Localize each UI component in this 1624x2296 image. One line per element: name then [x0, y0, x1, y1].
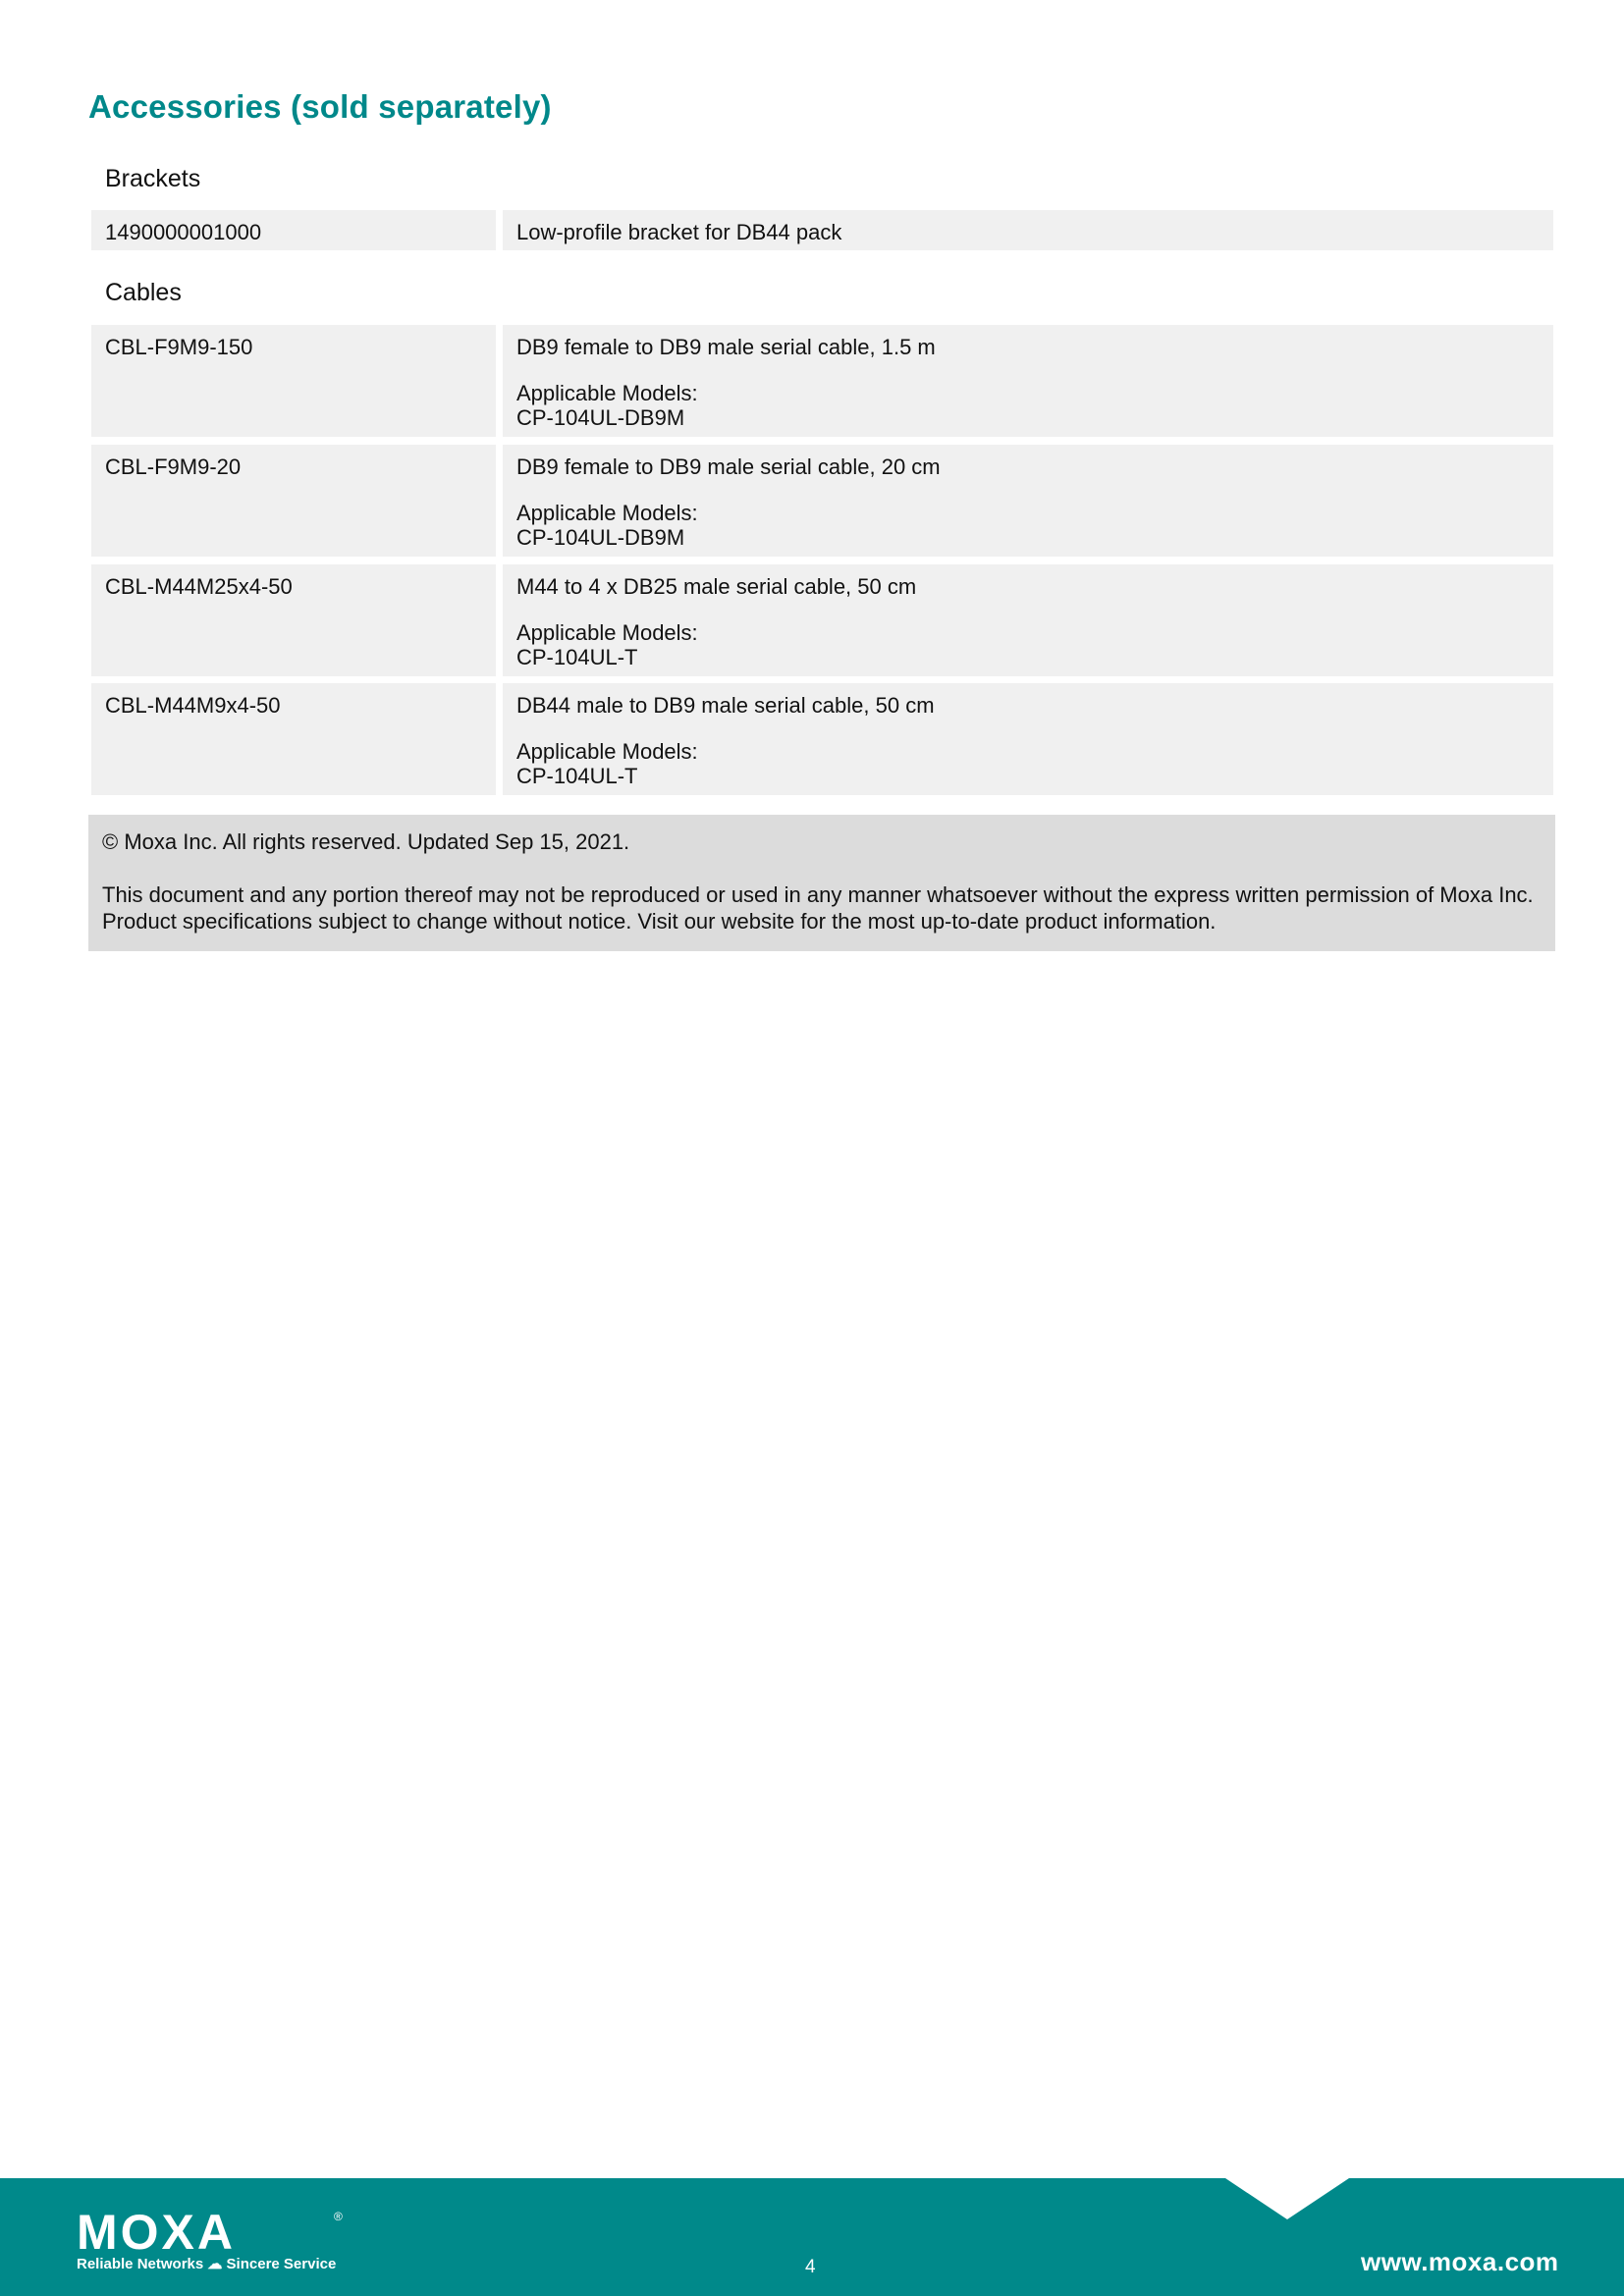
- copyright-text: © Moxa Inc. All rights reserved. Updated Sep 15, 2021.: [102, 829, 630, 854]
- section-heading-cables: Cables: [105, 279, 182, 306]
- logo-tagline: Reliable Networks ☁ Sincere Service: [77, 2256, 337, 2272]
- part-description: [503, 325, 1553, 437]
- registered-mark: ®: [334, 2210, 343, 2223]
- table-row: [91, 445, 1553, 557]
- table-row: [91, 683, 1553, 795]
- description-text: DB9 female to DB9 male serial cable, 20 cm: [516, 454, 941, 479]
- applicable-models-label: Applicable Models:: [516, 739, 698, 764]
- applicable-models-value: CP-104UL-DB9M: [516, 405, 685, 430]
- part-number: CBL-F9M9-20: [91, 445, 496, 557]
- table-row: [91, 210, 1553, 250]
- applicable-models-label: Applicable Models:: [516, 501, 698, 525]
- applicable-models-label: Applicable Models:: [516, 620, 698, 645]
- page-title: Accessories (sold separately): [88, 88, 552, 125]
- moxa-logo: [77, 2205, 371, 2276]
- section-heading-brackets: Brackets: [105, 165, 201, 192]
- applicable-models-label: Applicable Models:: [516, 381, 698, 405]
- description-text: DB9 female to DB9 male serial cable, 1.5 m: [516, 335, 936, 359]
- part-number: CBL-M44M9x4-50: [91, 683, 496, 795]
- page-footer: [0, 2178, 1624, 2296]
- description-text: DB44 male to DB9 male serial cable, 50 cm: [516, 693, 935, 718]
- applicable-models: [516, 381, 1553, 430]
- part-number: CBL-M44M25x4-50: [91, 564, 496, 676]
- applicable-models: [516, 739, 1553, 788]
- logo-wordmark: MOXA: [77, 2205, 236, 2260]
- part-number: CBL-F9M9-150: [91, 325, 496, 437]
- applicable-models-value: CP-104UL-T: [516, 764, 638, 788]
- page-number: 4: [805, 2257, 816, 2277]
- part-description: [503, 683, 1553, 795]
- part-description: [503, 210, 1553, 250]
- disclaimer-text: This document and any portion thereof may not be reproduced or used in any manner whatsoever without the express written permission of Moxa Inc. Product specifications subject to change without notice. Visit our website for the most up-to-date product information.: [102, 882, 1534, 934]
- website-link[interactable]: www.moxa.com: [1361, 2247, 1559, 2276]
- part-description: [503, 564, 1553, 676]
- applicable-models: [516, 501, 1553, 550]
- legal-notice-box: [88, 815, 1555, 951]
- footer-notch-icon: [1225, 2178, 1349, 2219]
- description-text: Low-profile bracket for DB44 pack: [516, 220, 842, 244]
- applicable-models-value: CP-104UL-DB9M: [516, 525, 685, 550]
- table-row: [91, 564, 1553, 676]
- part-description: [503, 445, 1553, 557]
- applicable-models-value: CP-104UL-T: [516, 645, 638, 669]
- table-row: [91, 325, 1553, 437]
- description-text: M44 to 4 x DB25 male serial cable, 50 cm: [516, 574, 917, 599]
- applicable-models: [516, 620, 1553, 669]
- part-number: 1490000001000: [91, 210, 496, 250]
